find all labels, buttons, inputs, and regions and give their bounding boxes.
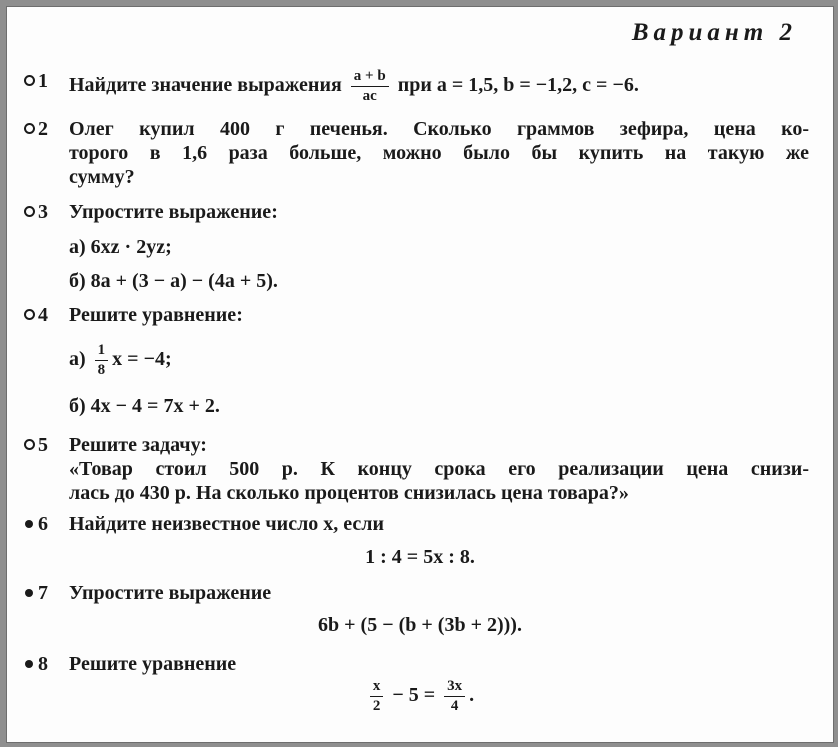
equation-rest: x = −4; (112, 348, 172, 371)
task-line: сумму? (69, 166, 135, 188)
task-4-part-a (69, 343, 172, 378)
task-text: Упростите выражение: (69, 201, 278, 223)
task-number: 5 (38, 434, 48, 456)
fraction (370, 679, 384, 714)
task-3-part-b: б) 8a + (3 − a) − (4a + 5). (69, 270, 278, 292)
task-number: 3 (38, 201, 48, 223)
fraction (351, 69, 389, 104)
fraction-denominator: 8 (97, 362, 106, 378)
task-text: Упростите выражение (69, 582, 272, 604)
task-8-equation (7, 679, 833, 714)
task-4-part-b: б) 4x − 4 = 7x + 2. (69, 395, 220, 417)
task-line: Решите задачу: (69, 434, 207, 456)
equation-middle: − 5 = (392, 684, 436, 707)
fraction (95, 343, 109, 378)
task-text: Решите уравнение (69, 653, 237, 675)
task-number: 4 (38, 304, 48, 326)
task-text: Найдите неизвестное число x, если (69, 513, 385, 535)
task-text (69, 117, 809, 189)
task-number: 6 (38, 513, 48, 535)
fraction-denominator: 2 (372, 698, 381, 714)
task-text: Решите уравнение: (69, 304, 243, 326)
task-6-equation: 1 : 4 = 5x : 8. (365, 546, 475, 568)
fraction-numerator: a + b (351, 69, 389, 87)
equation-end: . (469, 684, 475, 707)
task-7-equation: 6b + (5 − (b + (3b + 2))). (318, 614, 522, 636)
fraction-denominator: ac (362, 88, 377, 104)
worksheet-page (6, 6, 834, 743)
fraction-numerator: 1 (95, 343, 109, 361)
task-3-part-a: а) 6xz · 2yz; (69, 236, 172, 258)
task-tail: при a = 1,5, b = −1,2, c = −6. (397, 74, 639, 97)
part-label: а) (69, 348, 86, 371)
variant-title: Вариант 2 (631, 19, 797, 46)
task-text (69, 433, 809, 505)
task-number: 7 (38, 582, 48, 604)
task-number: 8 (38, 653, 48, 675)
task-line: торого в 1,6 раза больше, можно было бы купить на такую же (69, 142, 809, 164)
task-line: лась до 430 р. На сколько процентов снизилась цена товара?» (69, 482, 629, 504)
fraction-denominator: 4 (450, 698, 459, 714)
task-line: «Товар стоил 500 р. К концу срока его реализации цена снизи- (69, 458, 809, 480)
fraction-numerator: x (370, 679, 384, 697)
task-number: 1 (38, 70, 48, 92)
fraction (444, 679, 465, 714)
task-line: Олег купил 400 г печенья. Сколько граммов зефира, цена ко- (69, 118, 809, 140)
task-lead: Найдите значение выражения (69, 74, 342, 97)
fraction-numerator: 3x (444, 679, 465, 697)
task-number: 2 (38, 118, 48, 140)
task-text (69, 69, 809, 104)
